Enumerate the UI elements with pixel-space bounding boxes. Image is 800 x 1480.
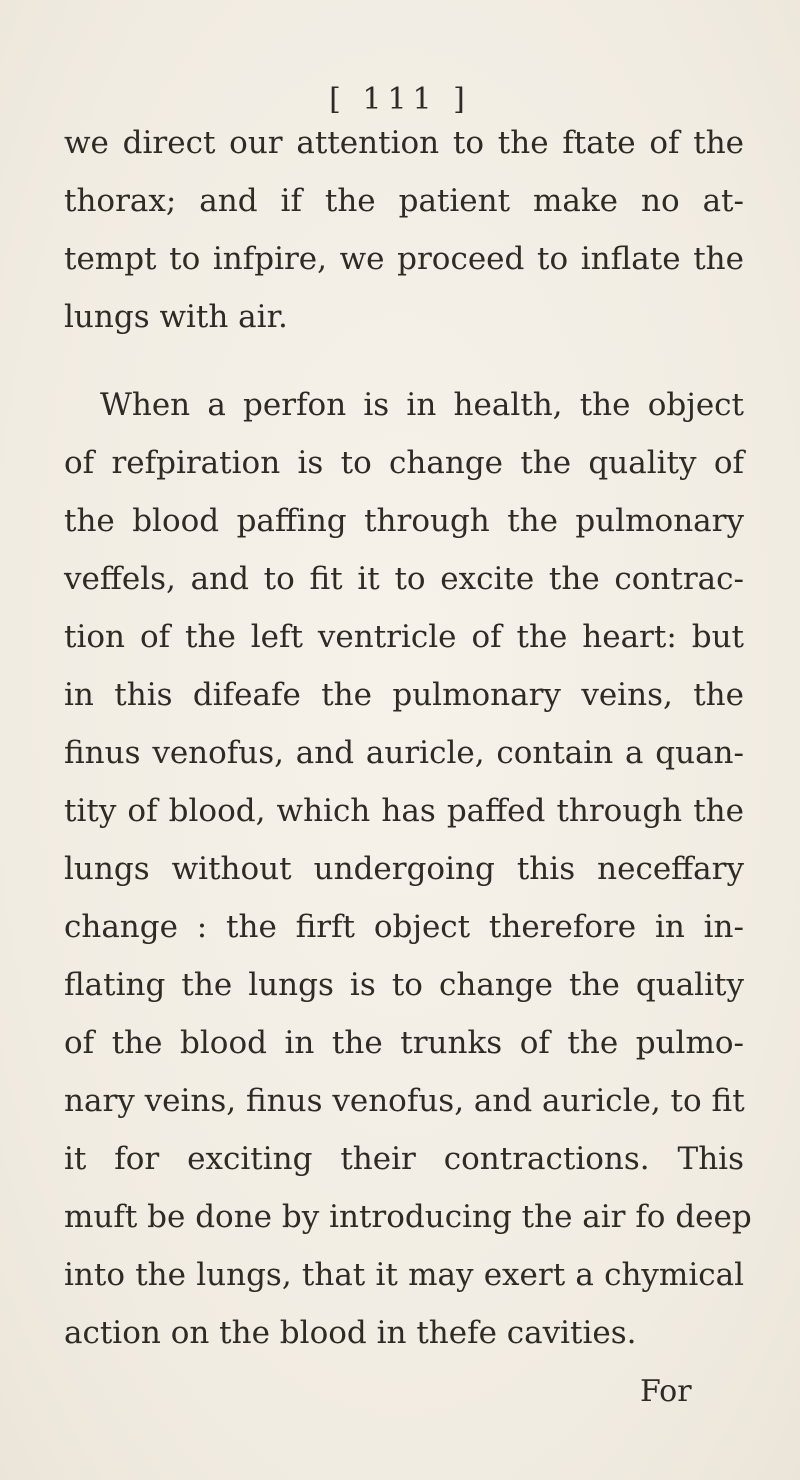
- text-line: tity of blood, which has paffed through the: [64, 793, 744, 829]
- text-line: action on the blood in thefe cavities.: [64, 1315, 637, 1351]
- text-line: it for exciting their contractions. This: [64, 1141, 744, 1177]
- text-line: thorax; and if the patient make no at-: [64, 183, 744, 219]
- text-line: tempt to infpire, we proceed to inflate the: [64, 241, 744, 277]
- text-line: When a perfon is in health, the object: [100, 387, 744, 423]
- text-line: in this difeafe the pulmonary veins, the: [64, 677, 744, 713]
- text-line: of the blood in the trunks of the pulmo-: [64, 1025, 744, 1061]
- text-line: nary veins, finus venofus, and auricle, to fit: [64, 1083, 745, 1119]
- text-line: flating the lungs is to change the quality: [64, 967, 744, 1003]
- text-line: tion of the left ventricle of the heart: but: [64, 619, 744, 655]
- text-line: veffels, and to fit it to excite the contrac-: [64, 561, 744, 597]
- text-line: the blood paffing through the pulmonary: [64, 503, 744, 539]
- text-line: into the lungs, that it may exert a chymical: [64, 1257, 744, 1293]
- page-number: [ 111 ]: [329, 82, 471, 117]
- text-line: change : the firft object therefore in in-: [64, 909, 744, 945]
- text-line: lungs with air.: [64, 299, 288, 335]
- text-line: finus venofus, and auricle, contain a quan-: [64, 735, 744, 771]
- text-line: muft be done by introducing the air fo deep: [64, 1199, 752, 1235]
- text-line: lungs without undergoing this neceffary: [64, 851, 744, 887]
- text-line: we direct our attention to the ftate of the: [64, 125, 744, 161]
- catchword: For: [640, 1374, 692, 1409]
- text-line: of refpiration is to change the quality of: [64, 445, 744, 481]
